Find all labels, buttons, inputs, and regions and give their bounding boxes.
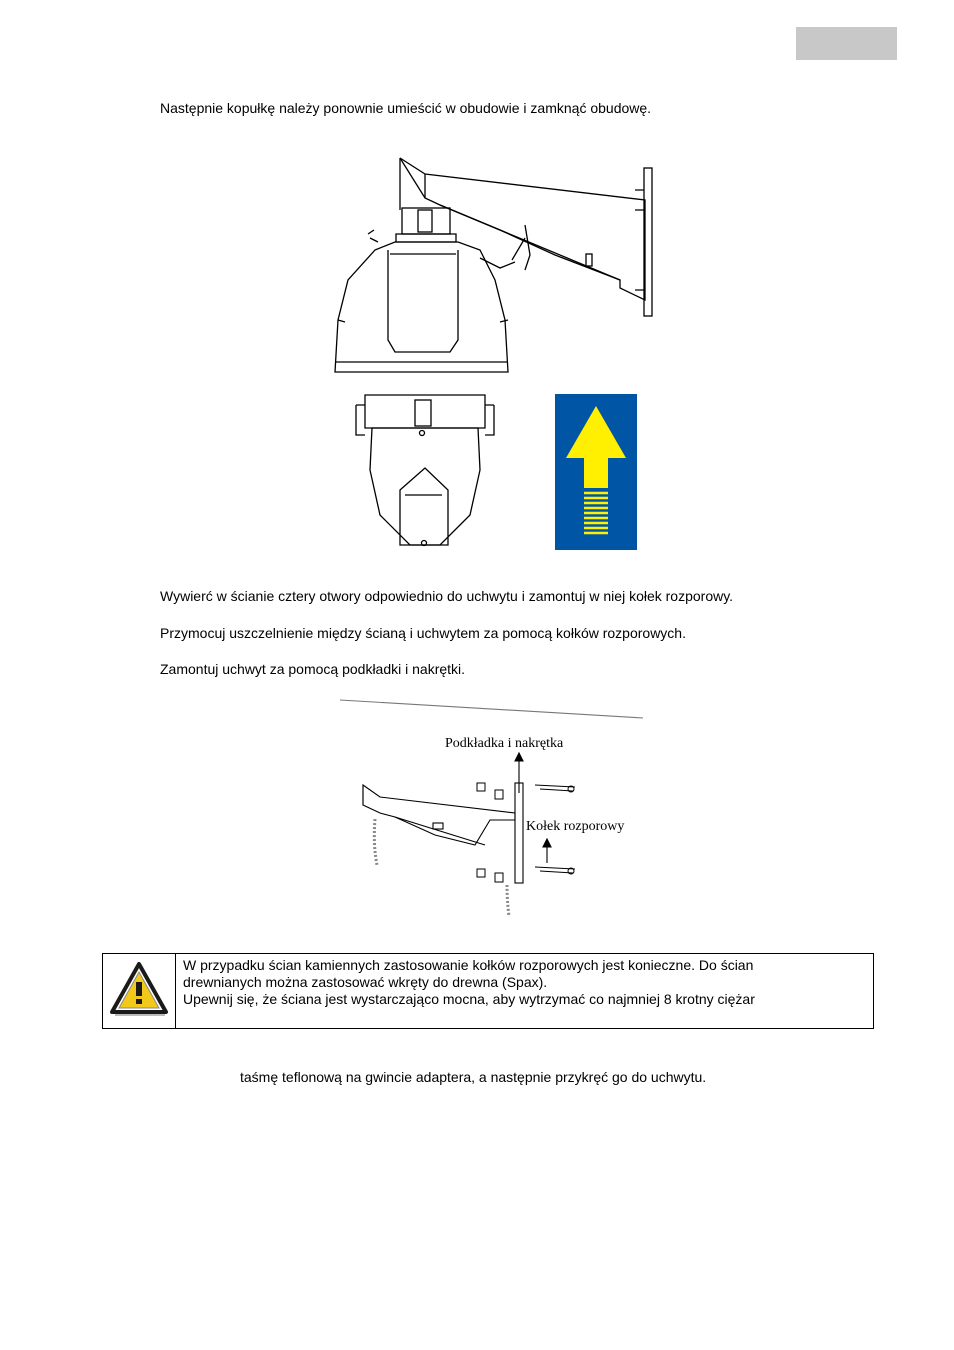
warning-triangle-icon [103,954,175,1028]
paragraph-reassemble: Następnie kopułkę należy ponownie umieścić w obudowie i zamknąć obudowę. [160,100,652,116]
paragraph-drill-holes: Wywierć w ścianie cztery otwory odpowiednio do uchwytu i zamontuj w niej kołek rozporowy. [160,588,734,604]
label-washer-nut: Podkładka i nakrętka [445,736,564,751]
warning-line-3: Upewnij się, że ściana jest wystarczająco mocna, aby wytrzymać co najmniej 8 krotny ciężar [183,991,755,1007]
warning-icon-cell [103,954,176,1028]
wall-mount-illustration [335,695,655,925]
warning-text [183,957,755,1008]
warning-box [102,953,874,1029]
label-wall-plug: Kołek rozporowy [526,819,625,834]
page-header-tab [796,27,897,60]
warning-line-2: drewnianych można zastosować wkręty do drewna (Spax). [183,974,548,990]
paragraph-teflon-tape: taśmę teflonową na gwincie adaptera, a następnie przykręć go do uchwytu. [240,1069,707,1085]
paragraph-attach-seal: Przymocuj uszczelnienie między ścianą i uchwytem za pomocą kołków rozporowych. [160,625,686,641]
paragraph-mount-bracket: Zamontuj uchwyt za pomocą podkładki i nakrętki. [160,661,466,677]
warning-line-1: W przypadku ścian kamiennych zastosowanie kołków rozporowych jest konieczne. Do ścian [183,957,754,973]
camera-bracket-illustration [330,150,660,560]
